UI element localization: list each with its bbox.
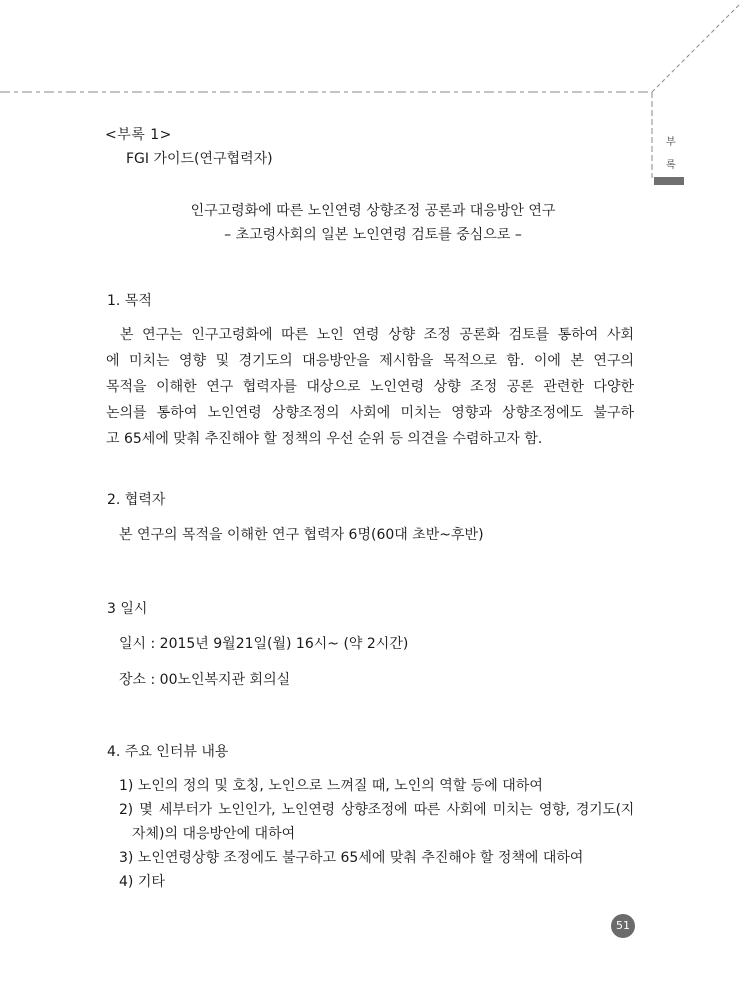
interview-item-4: 4) 기타 xyxy=(119,874,165,890)
side-tab-bar xyxy=(654,177,684,185)
appendix-label: <부록 1> xyxy=(105,127,172,143)
section-schedule-heading: 3 일시 xyxy=(107,601,148,617)
interview-item-3: 3) 노인연령상향 조정에도 불구하고 65세에 맞춰 추진해야 할 정책에 대하여 xyxy=(119,850,584,866)
purpose-paragraph xyxy=(106,322,634,452)
purpose-line-3: 목적을 이해한 연구 협력자를 대상으로 노인연령 상향 조정 공론 관련한 다양한 xyxy=(106,379,634,395)
interview-item-2-cont: 자체)의 대응방안에 대하여 xyxy=(132,826,296,842)
section-purpose-heading: 1. 목적 xyxy=(107,293,152,309)
section-interview-heading: 4. 주요 인터뷰 내용 xyxy=(107,744,229,760)
guide-title: FGI 가이드(연구협력자) xyxy=(126,151,273,167)
purpose-line-4: 논의를 통하여 노인연령 상향조정의 사회에 미치는 영향과 상향조정에도 불구하 xyxy=(106,405,634,421)
page-frame-decoration xyxy=(0,0,740,200)
page-number-badge: 51 xyxy=(611,914,635,938)
document-title: 인구고령화에 따른 노인연령 상향조정 공론과 대응방안 연구 xyxy=(190,203,556,219)
interview-item-2: 2) 몇 세부터가 노인인가, 노인연령 상향조정에 따른 사회에 미치는 영향, 경기도(지 xyxy=(119,802,634,818)
interview-item-1: 1) 노인의 정의 및 호칭, 노인으로 느껴질 때, 노인의 역할 등에 대하여 xyxy=(119,778,543,794)
document-subtitle: – 초고령사회의 일본 노인연령 검토를 중심으로 – xyxy=(224,227,522,243)
purpose-line-1: 본 연구는 인구고령화에 따른 노인 연령 상향 조정 공론화 검토를 통하여 사회 xyxy=(120,327,634,343)
side-tab-char-2: 록 xyxy=(666,160,676,171)
side-tab-char-1: 부 xyxy=(666,137,676,148)
section-participants-heading: 2. 협력자 xyxy=(107,492,166,508)
purpose-line-2: 에 미치는 영향 및 경기도의 대응방안을 제시함을 목적으로 함. 이에 본 연구의 xyxy=(106,353,634,369)
purpose-line-5: 고 65세에 맞춰 추진해야 할 정책의 우선 순위 등 의견을 수렴하고자 함. xyxy=(106,431,543,447)
schedule-place: 장소 : 00노인복지관 회의실 xyxy=(119,672,291,688)
schedule-datetime: 일시 : 2015년 9월21일(월) 16시~ (약 2시간) xyxy=(119,636,409,652)
participants-text: 본 연구의 목적을 이해한 연구 협력자 6명(60대 초반~후반) xyxy=(119,527,484,543)
